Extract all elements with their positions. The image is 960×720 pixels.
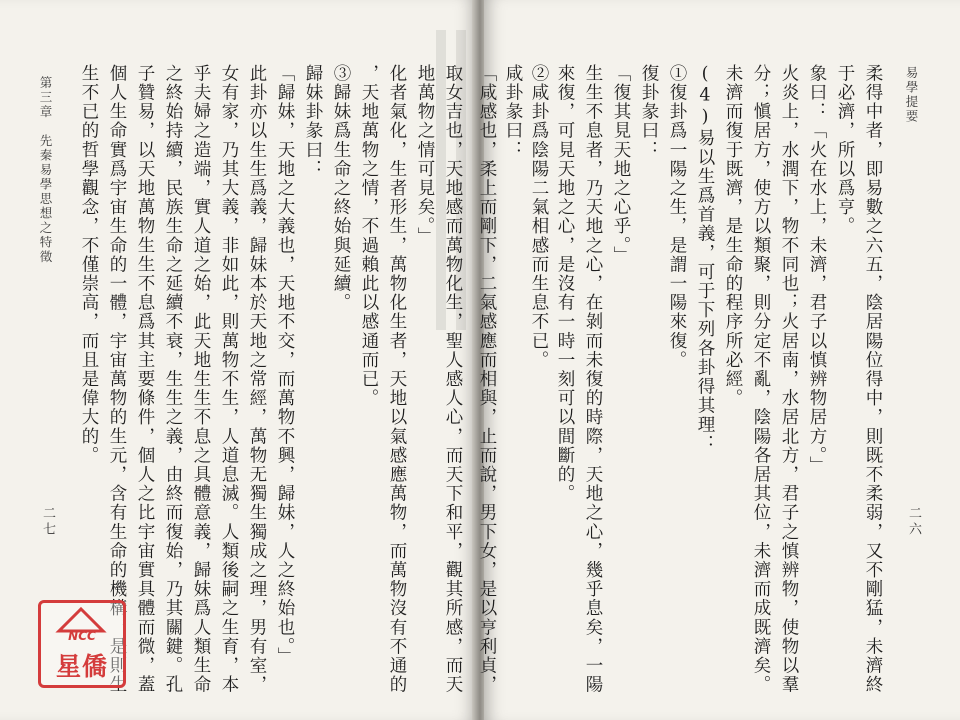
stamp-mark: NCC xyxy=(68,629,96,643)
text-column: 之終始持續，民族生命之延續不衰，生生之義，由終而復始，乃其關鍵。孔 xyxy=(163,64,183,695)
right-page xyxy=(477,0,960,720)
text-column: 取女吉也，天地感而萬物化生，聖人感人心，而天下和平，觀其所感，而天 xyxy=(443,64,463,695)
text-column: 子贊易，以天地萬物生生不息爲其主要條件，個人之比宇宙實具體而微，蓋 xyxy=(135,64,155,695)
text-column: ，天地萬物之情，不過賴此以感通而已。 xyxy=(359,64,379,408)
text-column: 女有家，乃其大義，非如此，則萬物不生，人道息滅。人類後嗣之生育，本 xyxy=(219,64,239,695)
text-column: 火炎上，水潤下，物不同也；火居南，水居北方，君子之慎辨物，使物以羣 xyxy=(779,64,799,695)
text-column: 乎夫婦之造端，實人道之始，此天地生生不息之具體意義，歸妹爲人類生命 xyxy=(191,64,211,695)
left-page-number: 二七 xyxy=(40,506,55,538)
left-page xyxy=(0,0,476,720)
text-column: 來復，可見天地之心，是沒有一時一刻可以間斷的。 xyxy=(555,64,575,504)
text-column: 柔得中者，即易數之六五，陰居陽位得中，則既不柔弱，又不剛猛，未濟終 xyxy=(863,64,883,695)
right-page-number: 二六 xyxy=(906,506,921,538)
text-column: 分；愼居方，使方以類聚，則分定不亂，陰陽各居其位，未濟而成既濟矣。 xyxy=(751,64,771,695)
left-page-header: 第三章 先秦易學思想之特徵 xyxy=(38,76,53,265)
text-column: 咸卦彖曰： xyxy=(503,64,523,160)
text-column: ①復卦爲一陽之生，是謂一陽來復。 xyxy=(667,64,687,370)
text-column: 「咸感也，柔上而剛下，二氣感應而相與，止而說，男下女，是以亨利貞， xyxy=(477,64,497,695)
text-column: 于必濟，所以爲亨。 xyxy=(835,64,855,236)
text-column: 生不已的哲學觀念，不僅崇高，而且是偉大的。 xyxy=(79,64,99,466)
ncc-watermark-stamp xyxy=(38,600,126,688)
text-column: ②咸卦爲陰陽二氣相感而生息不已。 xyxy=(529,64,549,370)
text-column: 生生不息者，乃天地之心，在剝而未復的時際，天地之心，幾乎息矣，一陽 xyxy=(583,64,603,695)
text-column: 化者氣化，生者形生，萬物化生者，天地以氣感應萬物，而萬物沒有不通的 xyxy=(387,64,407,695)
text-column: 「歸妹，天地之大義也，天地不交，而萬物不興，歸妹，人之終始也。」 xyxy=(275,64,295,667)
text-column: 「復其見天地之心乎。」 xyxy=(611,64,631,266)
text-column: 復卦彖曰： xyxy=(639,64,659,160)
text-column: 未濟而復于既濟，是生命的程序所必經。 xyxy=(723,64,743,408)
text-column: 此卦亦以生生爲義，歸妹本於天地之常經，萬物无獨生獨成之理，男有室， xyxy=(247,64,267,695)
text-column: (4)易以生爲首義，可于下列各卦得其理： xyxy=(695,64,715,454)
text-column: 歸妹卦彖曰： xyxy=(303,64,323,179)
right-page-header: 易學提要 xyxy=(904,66,919,124)
text-column: 個人生命實爲宇宙生命的一體，宇宙萬物的生元，含有生命的機構，是則生 xyxy=(107,64,127,695)
text-column: 象曰：「火在水上，未濟，君子以慎辨物居方。」 xyxy=(807,64,827,476)
stamp-name: 星僑 xyxy=(55,652,108,681)
text-column: 地萬物之情可見矣。」 xyxy=(415,64,435,247)
text-column: ③歸妹爲生命之終始與延續。 xyxy=(331,64,351,313)
